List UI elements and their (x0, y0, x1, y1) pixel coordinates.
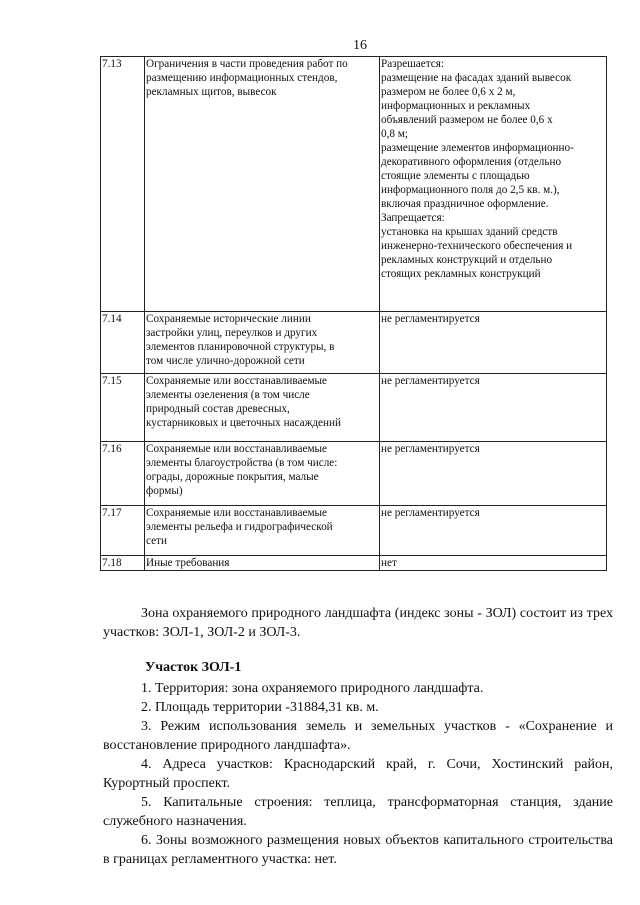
row-number: 7.16 (101, 442, 145, 506)
row-number: 7.17 (101, 506, 145, 556)
row-name: Сохраняемые или восстанавливаемые элементы рельефа и гидрографической сети (145, 506, 380, 556)
list-item: 6. Зоны возможного размещения новых объектов капитального строительства в границах регламентного участка: нет. (103, 833, 613, 867)
table-row (101, 442, 607, 506)
row-value: не регламентируется (380, 506, 607, 556)
row-number: 7.13 (101, 57, 145, 312)
page-number: 16 (353, 38, 367, 53)
list-item: 2. Площадь территории -31884,31 кв. м. (141, 700, 379, 715)
regulation-table (100, 56, 607, 571)
row-name: Сохраняемые или восстанавливаемые элементы благоустройства (в том числе: ограды, дорожные покрытия, малые формы) (145, 442, 380, 506)
table-row (101, 556, 607, 571)
row-value: нет (380, 556, 607, 571)
list-item: 5. Капитальные строения: теплица, трансформаторная станция, здание служебного назначения. (103, 795, 613, 829)
plot-details-list (103, 679, 613, 869)
row-name: Иные требования (145, 556, 380, 571)
row-number: 7.14 (101, 312, 145, 374)
row-name: Сохраняемые исторические линии застройки улиц, переулков и других элементов планировочной структуры, в том числе улично-дорожной сети (145, 312, 380, 374)
table-row (101, 57, 607, 312)
zone-intro-paragraph: Зона охраняемого природного ландшафта (индекс зоны - ЗОЛ) состоит из трех участков: ЗОЛ-1, ЗОЛ-2 и ЗОЛ-3. (103, 606, 613, 640)
table-row (101, 374, 607, 442)
row-value: не регламентируется (380, 312, 607, 374)
table-row (101, 312, 607, 374)
table-row (101, 506, 607, 556)
row-name: Ограничения в части проведения работ по размещению информационных стендов, рекламных щитов, вывесок (145, 57, 380, 312)
list-item: 1. Территория: зона охраняемого природного ландшафта. (141, 681, 484, 696)
row-value: не регламентируется (380, 374, 607, 442)
row-value: Разрешается: размещение на фасадах зданий вывесок размером не более 0,6 х 2 м, информационных и рекламных объявлений размером не более 0,6 х 0,8 м; размещение элементов информационно- декоративного оформления (отдельно стоящие элементы с площадью информационного поля до 2,5 кв. м.), включая праздничное оформление. Запрещается: установка на крышах зданий средств инженерно-технического обеспечения и рекламных конструкций и отдельно стоящих рекламных конструкций (380, 57, 607, 312)
row-name: Сохраняемые или восстанавливаемые элементы озеленения (в том числе природный состав древесных, кустарниковых и цветочных насаждений (145, 374, 380, 442)
row-number: 7.18 (101, 556, 145, 571)
section-title: Участок ЗОЛ-1 (145, 660, 242, 675)
list-item: 3. Режим использования земель и земельных участков - «Сохранение и восстановление природного ландшафта». (103, 719, 613, 753)
row-value: не регламентируется (380, 442, 607, 506)
list-item: 4. Адреса участков: Краснодарский край, г. Сочи, Хостинский район, Курортный проспект. (103, 757, 613, 791)
row-number: 7.15 (101, 374, 145, 442)
